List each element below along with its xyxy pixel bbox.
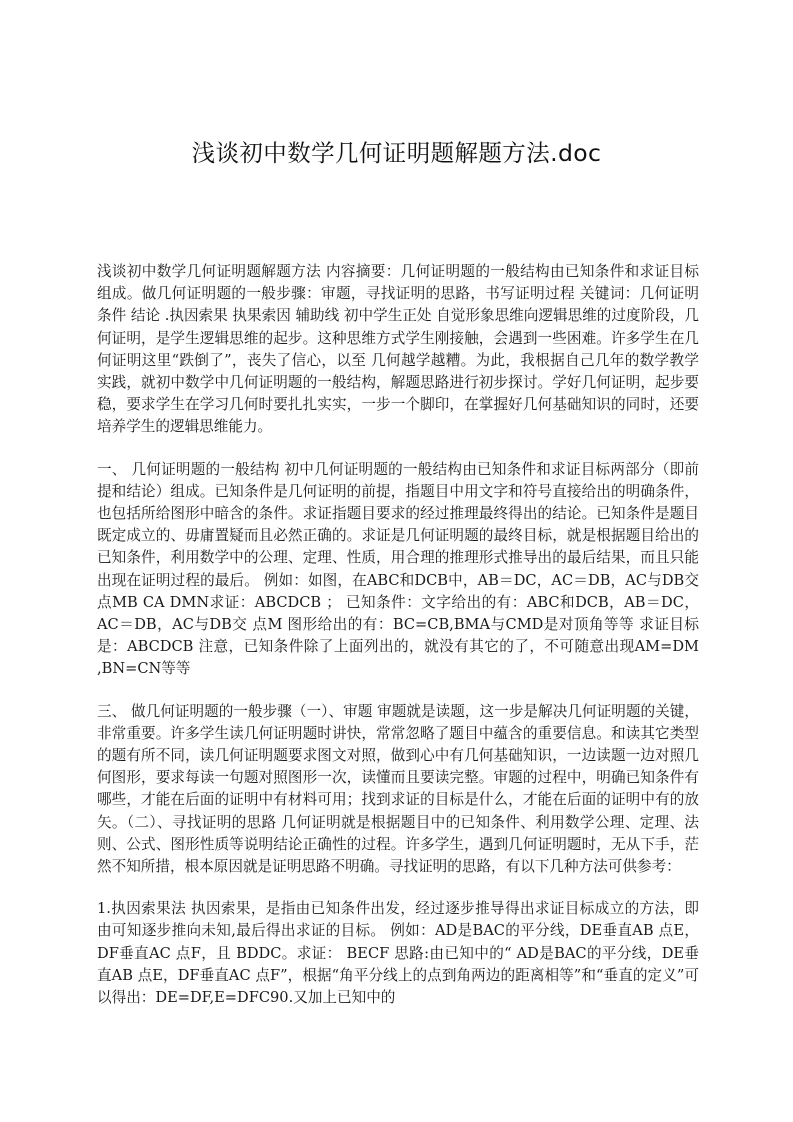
document-title: 浅谈初中数学几何证明题解题方法.doc (191, 139, 602, 167)
paragraph-section-structure: 一、 几何证明题的一般结构 初中几何证明题的一般结构由已知条件和求证目标两部分（即前提和结论）组成。已知条件是几何证明的前提，指题目中用文字和符号直接给出的明确条件，也包括所给图形中暗含的条件。求证指题目要求的经过推理最终得出的结论。已知条件是题目既定成立的、毋庸置疑而且必然正确的。求证是几何证明题的最终目标，就是根据题目给出的已知条件，利用数学中的公理、定理、性质，用合理的推理形式推导出的最后结果，而且只能出现在证明过程的最后。 例如：如图，在ABC和DCB中，AB＝DC，AC＝DB，AC与DB交 点MB CA DMN求证：ABCDCB ； 已知条件：文字给出的有：ABC和DCB，AB＝DC，AC＝DB，AC与DB交 点M 图形给出的有：BC=CB,BMA与CMD是对顶角等等 求证目标是：ABCDCB 注意，已知条件除了上面列出的，就没有其它的了，不可随意出现AM=DM ,BN=CN等等 (97, 460, 699, 678)
document-body (97, 261, 699, 1009)
paragraph-method-cause-to-effect: 1.执因索果法 执因索果，是指由已知条件出发，经过逐步推导得出求证目标成立的方法，即由可知逐步推向未知,最后得出求证的目标。 例如：AD是BAC的平分线，DE垂直AB 点E，DF垂直AC 点F，且 BDDC。求证： BECF 思路:由已知中的“ AD是BAC的平分线，DE垂直AB 点E，DF垂直AC 点F”，根据“角平分线上的点到角两边的距离相等”和“垂直的定义”可以得出：DE=DF,E=DFC90.又加上已知中的 (97, 900, 699, 1007)
paragraph-abstract: 浅谈初中数学几何证明题解题方法 内容摘要：几何证明题的一般结构由已知条件和求证目标组成。做几何证明题的一般步骤：审题，寻找证明的思路，书写证明过程 关键词：几何证明 条件 结论 .执因索果 执果索因 辅助线 初中学生正处 自觉形象思维向逻辑思维的过度阶段，几何证明，是学生逻辑思维的起步。这种思维方式学生刚接触，会遇到一些困难。许多学生在几何证明这里“跌倒了”，丧失了信心，以至 几何越学越糟。为此，我根据自己几年的数学教学实践，就初中数学中几何证明题的一般结构，解题思路进行初步探讨。学好几何证明，起步要稳，要求学生在学习几何时要扎扎实实，一步一个脚印，在掌握好几何基础知识的同时，还要培养学生的逻辑思维能力。 (97, 263, 699, 436)
paragraph-section-steps: 三、 做几何证明题的一般步骤（一）、审题 审题就是读题，这一步是解决几何证明题的关键，非常重要。许多学生读几何证明题时讲快，常常忽略了题目中蕴含的重要信息。和读其它类型的题有所不同，读几何证明题要求图文对照，做到心中有几何基础知识，一边读题一边对照几何图形，要求每读一句题对照图形一次，读懂而且要读完整。审题的过程中，明确已知条件有哪些，才能在后面的证明中有材料可用；找到求证的目标是什么，才能在后面的证明中有的放矢。（二）、寻找证明的思路 几何证明就是根据题目中的已知条件、利用数学公理、定理、法则、公式、图形性质等说明结论正确性的过程。许多学生，遇到几何证明题时，无从下手，茫然不知所措，根本原因就是证明思路不明确。寻找证明的思路，有以下几种方法可供参考： (97, 702, 699, 876)
